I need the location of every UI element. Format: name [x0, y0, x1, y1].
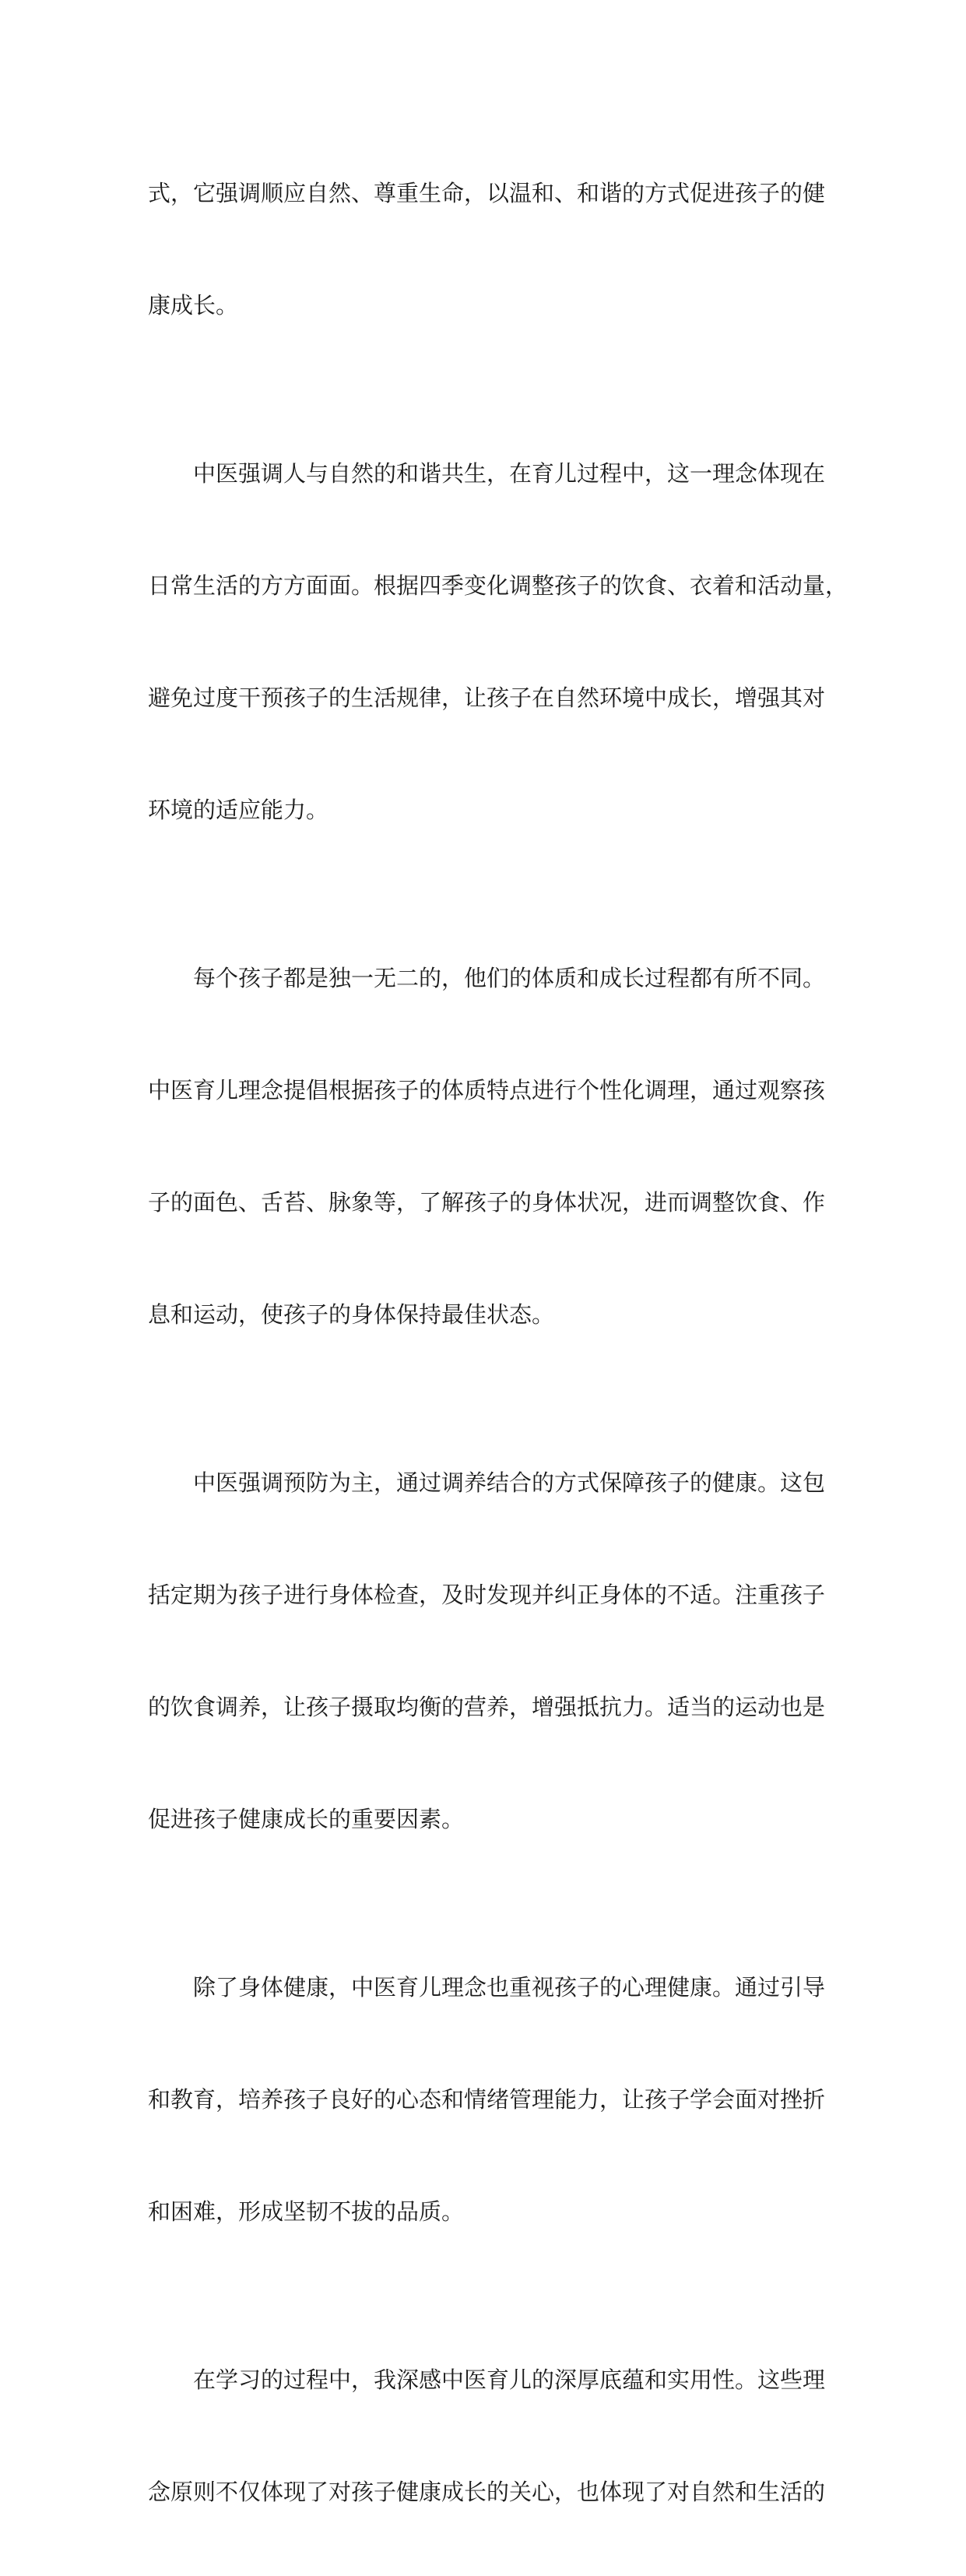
text-line: 子的面色、舌苔、脉象等，了解孩子的身体状况，进而调整饮食、作 [148, 1189, 826, 1216]
text-line: 的饮食调养，让孩子摄取均衡的营养，增强抵抗力。适当的运动也是 [148, 1694, 826, 1720]
text-line: 除了身体健康，中医育儿理念也重视孩子的心理健康。通过引导 [193, 1974, 826, 2001]
paragraph [148, 389, 848, 894]
paragraph [148, 1903, 826, 2296]
text-line: 式，它强调顺应自然、尊重生命，以温和、和谐的方式促进孩子的健 [148, 180, 826, 206]
text-line: 促进孩子健康成长的重要因素。 [148, 1806, 465, 1832]
text-line: 念原则不仅体现了对孩子健康成长的关心，也体现了对自然和生活的 [148, 2479, 826, 2505]
paragraph [148, 1399, 826, 1903]
text-line: 避免过度干预孩子的生活规律，让孩子在自然环境中成长，增强其对 [148, 684, 826, 711]
text-line: 每个孩子都是独一无二的，他们的体质和成长过程都有所不同。 [193, 965, 826, 991]
text-line: 中医育儿理念提倡根据孩子的体质特点进行个性化调理，通过观察孩 [148, 1077, 826, 1103]
paragraph [148, 109, 826, 389]
document-body [148, 109, 848, 2576]
text-line: 康成长。 [148, 292, 239, 318]
text-line: 环境的适应能力。 [148, 797, 329, 823]
text-line: 息和运动，使孩子的身体保持最佳状态。 [148, 1301, 555, 1328]
text-line: 日常生活的方方面面。根据四季变化调整孩子的饮食、衣着和活动量， [148, 572, 848, 599]
text-line: 中医强调预防为主，通过调养结合的方式保障孩子的健康。这包 [193, 1469, 826, 1496]
text-line: 括定期为孩子进行身体检查，及时发现并纠正身体的不适。注重孩子 [148, 1582, 826, 1608]
text-line: 和困难，形成坚韧不拔的品质。 [148, 2198, 465, 2225]
text-line: 在学习的过程中，我深感中医育儿的深厚底蕴和实用性。这些理 [193, 2367, 826, 2393]
paragraph [148, 894, 826, 1399]
text-line: 和教育，培养孩子良好的心态和情绪管理能力，让孩子学会面对挫折 [148, 2086, 826, 2113]
paragraph [148, 2296, 826, 2576]
text-line: 中医强调人与自然的和谐共生，在育儿过程中，这一理念体现在 [193, 460, 826, 487]
